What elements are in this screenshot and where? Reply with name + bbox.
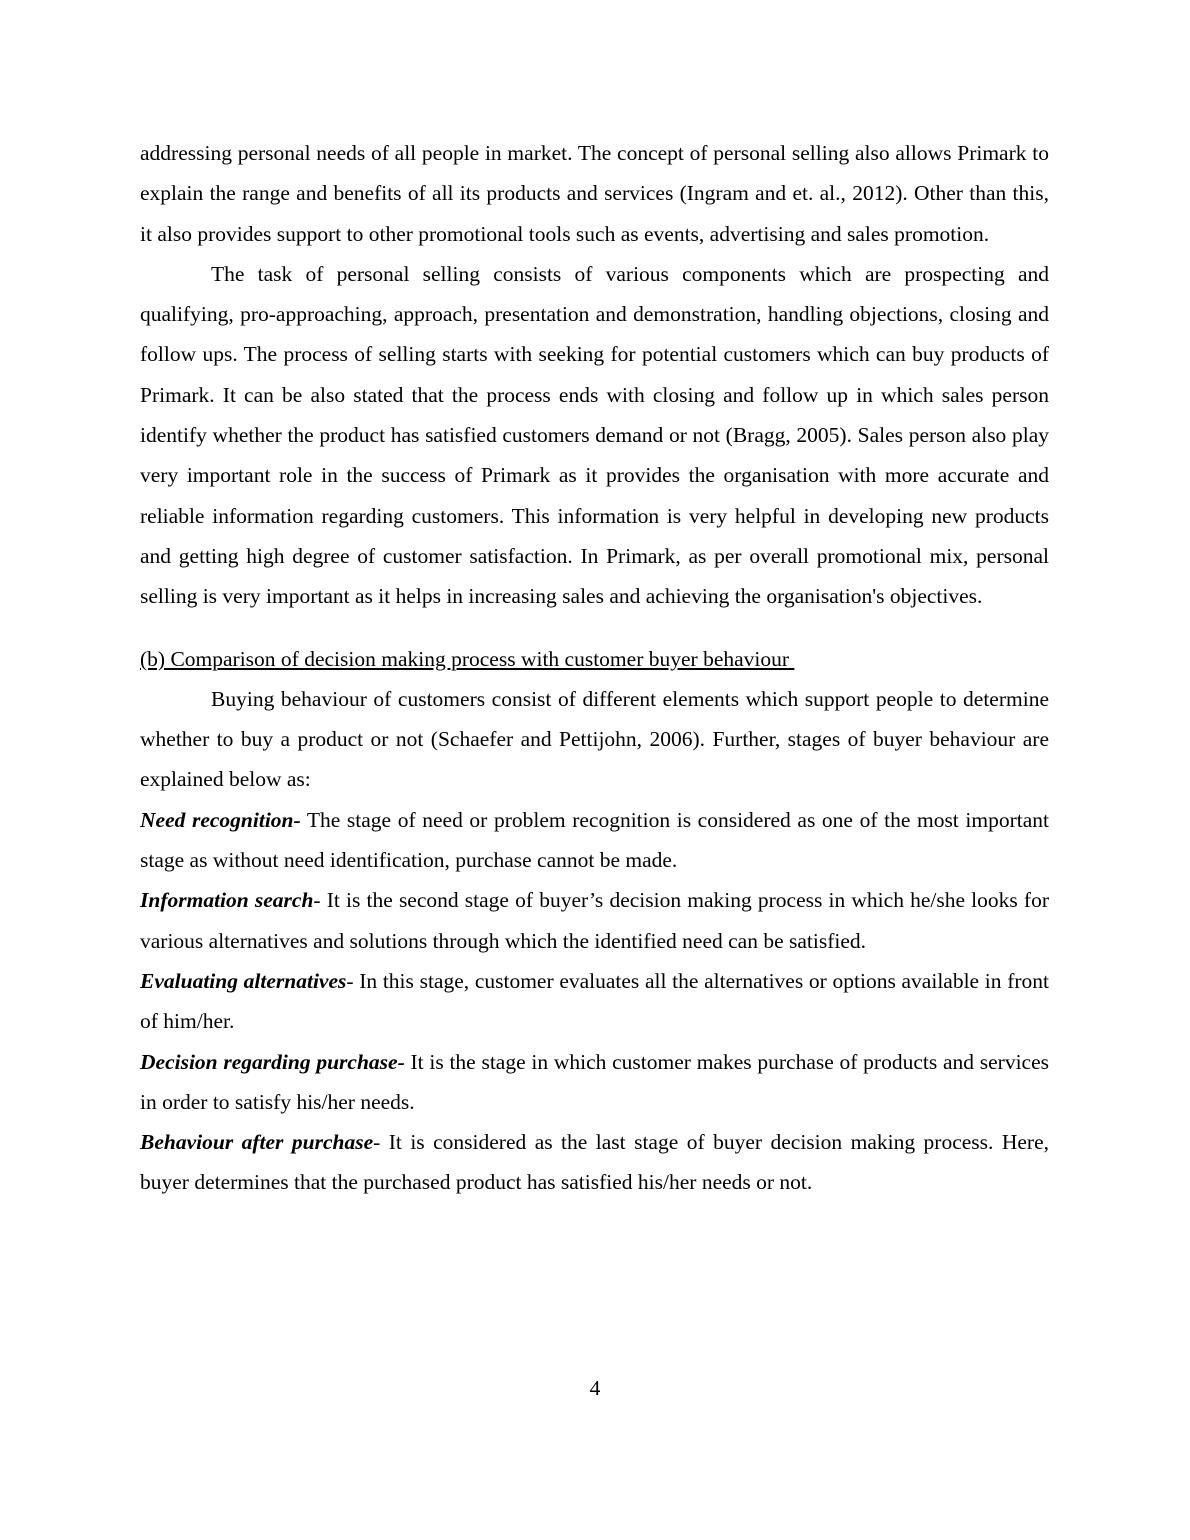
- paragraph-personal-selling-intro: addressing personal needs of all people in market. The concept of personal selling also allows Primark to explain the range and benefits of all its products and services (Ingram and et. al., 2012). Other than this, it also provides support to other promotional tools such as events, advertising and sales promotion.: [140, 141, 1049, 246]
- stage-description: - It is considered as the last stage of buyer decision making process. Here, buyer determines that the purchased product has satisfied his/her needs or not.: [140, 1130, 1049, 1195]
- stage-evaluating-alternatives: [140, 961, 1049, 1042]
- page-number: 4: [589, 1376, 601, 1400]
- stage-behaviour-after-purchase: [140, 1122, 1049, 1203]
- stage-description: The stage of need or problem recognition is considered as one of the most important stage as without need identification, purchase cannot be made.: [140, 807, 1049, 873]
- stage-description: - In this stage, customer evaluates all the alternatives or options available in front of him/her.: [140, 968, 1049, 1034]
- document-page: [140, 133, 1049, 1203]
- paragraph-buyer-behaviour: Buying behaviour of customers consist of different elements which support people to determine whether to buy a product or not (Schaefer and Pettijohn, 2006). Further, stages of buyer behaviour are explained below as:: [140, 686, 1049, 792]
- stage-information-search: [140, 880, 1049, 961]
- stage-term: Behaviour after purchase: [140, 1130, 374, 1155]
- stage-term: Information search: [140, 888, 314, 913]
- stage-description: It is the stage in which customer makes purchase of products and services in order to satisfy his/her needs.: [140, 1049, 1050, 1114]
- stage-description: - It is the second stage of buyer’s decision making process in which he/she looks for various alternatives and solutions through which the identified need can be satisfied.: [140, 888, 1049, 953]
- stage-term: Evaluating alternatives: [140, 968, 347, 993]
- section-heading: (b) Comparison of decision making process with customer buyer behaviour: [140, 646, 795, 671]
- stage-decision-regarding-purchase: [140, 1042, 1049, 1123]
- paragraph-personal-selling-task: The task of personal selling consists of various components which are prospecting and qualifying, pro-approaching, approach, presentation and demonstration, handling objections, closing and follow ups. The process of selling starts with seeking for potential customers which can buy products of Primark. It can be also stated that the process ends with closing and follow up in which sales person identify whether the product has satisfied customers demand or not (Bragg, 2005). Sales person also play very important role in the success of Primark as it provides the organisation with more accurate and reliable information regarding customers. This information is very helpful in developing new products and getting high degree of customer satisfaction. In Primark, as per overall promotional mix, personal selling is very important as it helps in increasing sales and achieving the organisation's objectives.: [140, 261, 1049, 609]
- stage-term: Decision regarding purchase-: [140, 1049, 405, 1074]
- stage-term: Need recognition-: [140, 807, 301, 832]
- stage-need-recognition: [140, 800, 1049, 881]
